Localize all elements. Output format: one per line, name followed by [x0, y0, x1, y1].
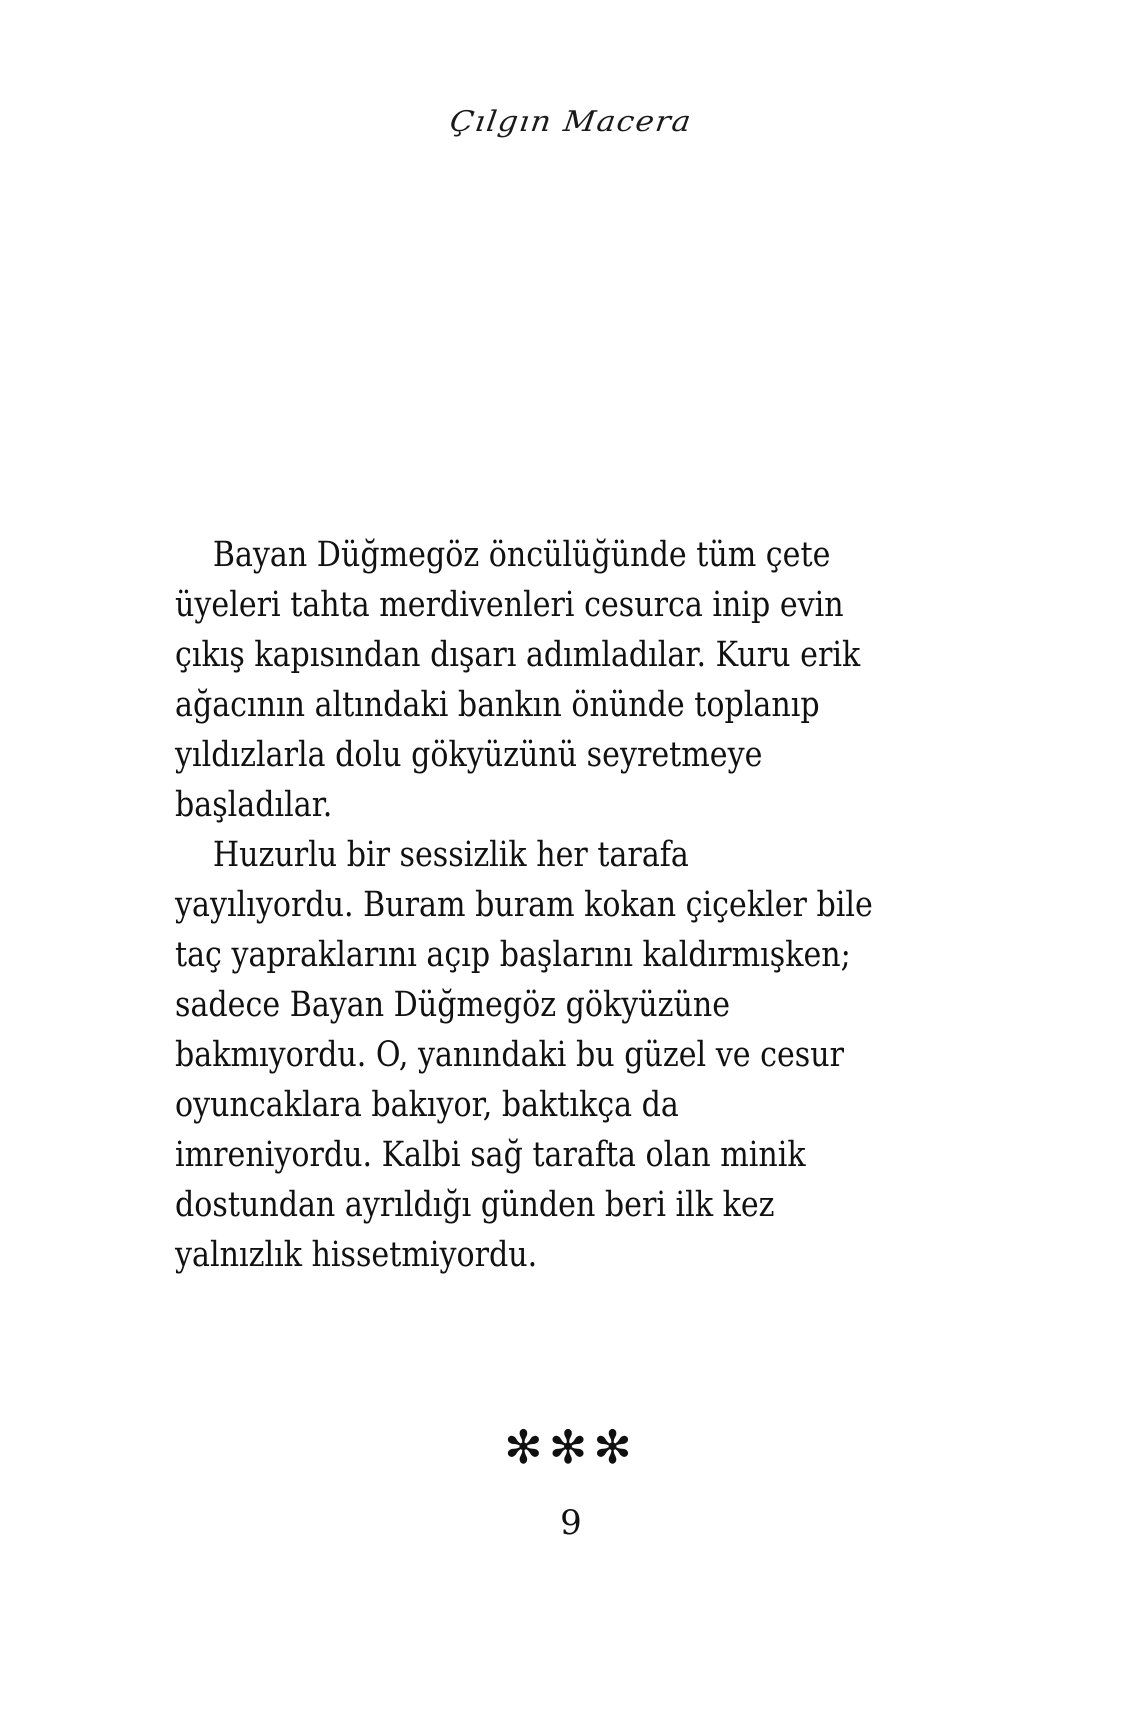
body-paragraph: Bayan Düğmegöz öncülüğünde tüm çete üyeleri tahta merdivenleri cesurca inip evin çıkış kapısından dışarı adımladılar. Kuru erik ağacının altındaki bankın önünde toplanıp yıldızlarla dolu gökyüzünü seyretmeye başladılar. [175, 535, 861, 825]
asterisk-icon: ✻ [593, 1420, 638, 1474]
running-header [0, 104, 1142, 140]
body-text-block [175, 530, 875, 1280]
running-header-title: Çılgın Macera [447, 105, 695, 139]
scene-break-ornament [0, 1420, 1142, 1474]
body-paragraph: Huzurlu bir sessizlik her tarafa yayılıyordu. Buram buram kokan çiçekler bile taç yapraklarını açıp başlarını kaldırmışken; sadece Bayan Düğmegöz gökyüzüne bakmıyordu. O, yanındaki bu güzel ve cesur oyuncaklara bakıyor, baktıkça da imreniyordu. Kalbi sağ tarafta olan minik dostundan ayrıldığı günden beri ilk kez yalnızlık hissetmiyordu. [175, 835, 873, 1275]
asterisk-icon: ✻ [548, 1420, 594, 1474]
asterisk-icon: ✻ [504, 1420, 549, 1474]
page-number: 9 [560, 1503, 582, 1543]
